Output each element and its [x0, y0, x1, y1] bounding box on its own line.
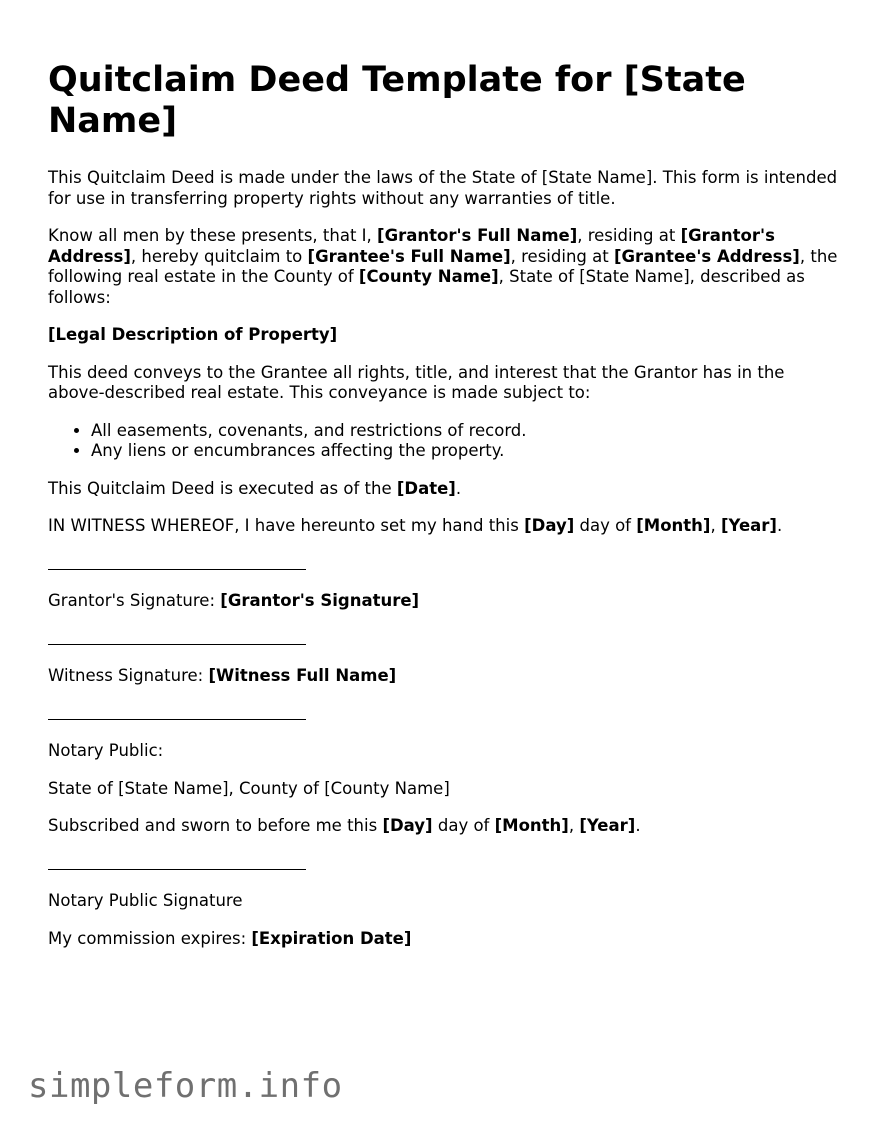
witness-text-2: day of — [574, 516, 637, 535]
notary-heading-line — [48, 704, 838, 725]
sworn-year-field: [Year] — [579, 816, 636, 835]
witness-signature — [48, 666, 838, 687]
list-item: • All easements, covenants, and restrictions of record. — [91, 421, 838, 442]
notary-sworn — [48, 816, 838, 837]
notary-heading: Notary Public: — [48, 741, 164, 760]
executed-text-2: . — [455, 478, 462, 498]
parties-text-3: , hereby quitclaim to — [130, 246, 308, 266]
witness-day-field: [Day] — [524, 516, 575, 535]
signature-line — [48, 554, 306, 570]
grantor-name-field: [Grantor's Full Name] — [377, 226, 578, 245]
subject-to-list — [48, 421, 838, 462]
executed-date-field: [Date] — [396, 478, 456, 498]
commission-date-field: [Expiration Date] — [251, 928, 412, 948]
witness-text-1: IN WITNESS WHEREOF, I have hereunto set my hand this — [48, 516, 525, 535]
witness-signature-label: Witness Signature: — [48, 666, 209, 685]
commission-expiry — [48, 929, 838, 950]
sworn-month-field: [Month] — [494, 816, 569, 835]
county-name-field: [County Name] — [358, 267, 499, 286]
grantor-signature-field: [Grantor's Signature] — [220, 591, 420, 610]
executed-text-1: This Quitclaim Deed is executed as of the — [48, 478, 397, 498]
executed-paragraph — [48, 479, 838, 500]
intro-paragraph: This Quitclaim Deed is made under the laws of the State of [State Name]. This form is intended for use in transferring property rights without any warranties of title. — [48, 168, 838, 208]
notary-signature-label: Notary Public Signature — [48, 891, 243, 910]
legal-description-field: [Legal Description of Property] — [48, 325, 338, 344]
witness-year-field: [Year] — [720, 516, 777, 535]
signature-line — [48, 704, 306, 720]
witness-text-3: , — [710, 516, 721, 535]
witness-month-field: [Month] — [636, 516, 711, 535]
grantor-signature-label: Grantor's Signature: — [48, 591, 221, 610]
parties-paragraph — [48, 226, 838, 308]
witness-text-4: . — [776, 516, 783, 535]
legal-description — [48, 325, 838, 346]
sworn-text-1: Subscribed and sworn to before me this — [48, 816, 383, 835]
sworn-text-4: . — [635, 816, 641, 835]
signature-line — [48, 629, 306, 645]
conveyance-paragraph: This deed conveys to the Grantee all rights, title, and interest that the Grantor has in the above-described real estate. This conveyance is made subject to: — [48, 362, 785, 402]
watermark: simpleform.info — [28, 1066, 343, 1106]
sworn-text-2: day of — [432, 816, 495, 835]
sworn-text-3: , — [568, 816, 580, 835]
grantor-signature-line — [48, 554, 838, 575]
document-title: Quitclaim Deed Template for [State Name] — [48, 60, 746, 141]
parties-text-5: , the following real estate in the County of — [48, 246, 838, 286]
notary-venue: State of [State Name], County of [County Name] — [48, 778, 450, 798]
sworn-day-field: [Day] — [382, 816, 433, 835]
grantee-address-field: [Grantee's Address] — [613, 246, 800, 266]
grantor-address-field: [Grantor's Address] — [48, 226, 775, 266]
witness-paragraph — [48, 516, 838, 537]
commission-label: My commission expires: — [48, 928, 252, 948]
grantee-name-field: [Grantee's Full Name] — [307, 246, 511, 266]
notary-signature-line — [48, 854, 838, 875]
signature-line — [48, 854, 306, 870]
list-item: • Any liens or encumbrances affecting the property. — [91, 441, 838, 462]
parties-text-6: , State of [State Name], described as follows: — [48, 267, 805, 307]
parties-text-4: , residing at — [510, 246, 614, 266]
grantor-signature — [48, 591, 838, 612]
document-page — [48, 60, 838, 966]
parties-text-1: Know all men by these presents, that I, — [48, 226, 378, 245]
witness-signature-line — [48, 629, 838, 650]
parties-text-2: , residing at — [577, 226, 681, 245]
witness-name-field: [Witness Full Name] — [208, 666, 397, 685]
